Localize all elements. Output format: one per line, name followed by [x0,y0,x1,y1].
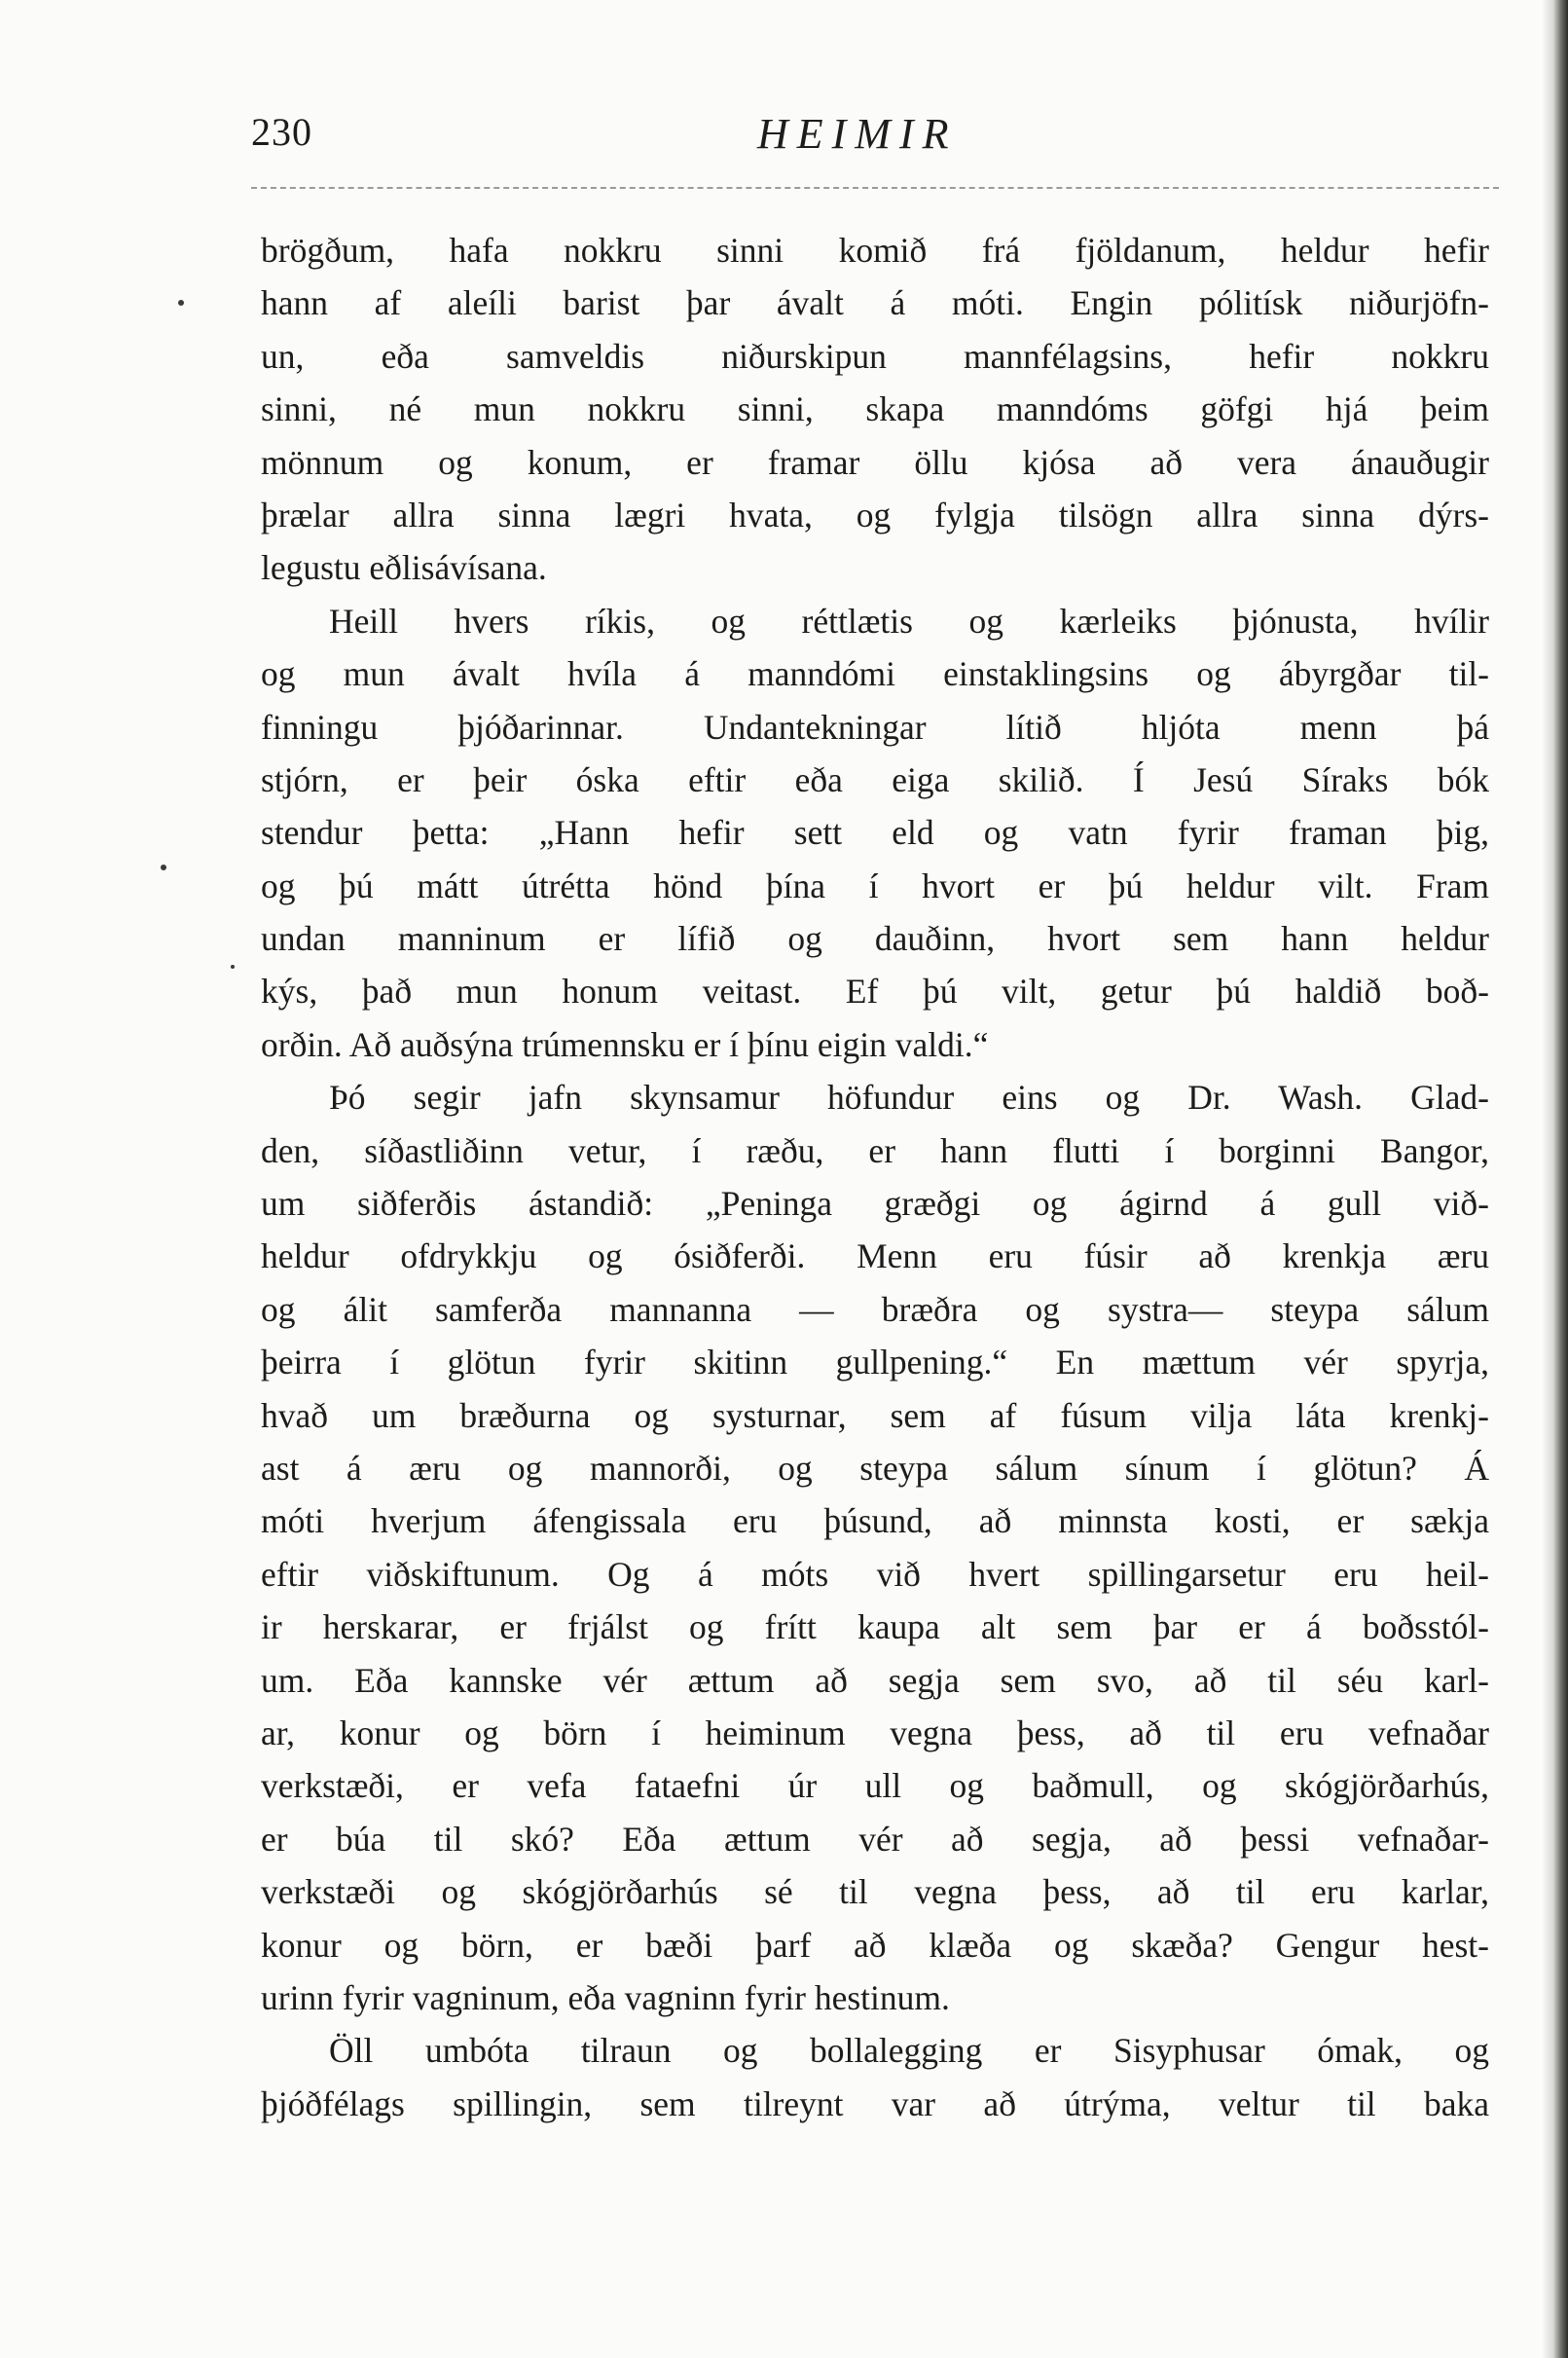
text-line: kýs, það mun honum veitast. Ef þú vilt, getur þú haldið boð- [261,972,1489,1012]
text-line: legustu eðlisávísana. [261,548,547,588]
text-line: þeirra í glötun fyrir skitinn gullpening.“ En mættum vér spyrja, [261,1343,1489,1382]
text-line: brögðum, hafa nokkru sinni komið frá fjöldanum, heldur hefir [261,231,1489,270]
text-line: þjóðfélags spillingin, sem tilreynt var að útrýma, veltur til baka [261,2083,1489,2123]
text-line: ar, konur og börn í heiminum vegna þess, að til eru vefnaðar [261,1713,1489,1752]
text-line: stendur þetta: „Hann hefir sett eld og vatn fyrir framan þig, [261,813,1489,853]
text-line: Þó segir jafn skynsamur höfundur eins og Dr. Wash. Glad- [329,1078,1489,1118]
speck-mark [178,300,184,306]
text-line: un, eða samveldis niðurskipun mannfélagsins, hefir nokkru [261,336,1489,376]
text-line: um siðferðis ástandið: „Peninga græðgi og ágirnd á gull við- [261,1184,1489,1224]
text-line: hann af aleíli barist þar ávalt á móti. Engin pólitísk niðurjöfn- [261,283,1489,323]
text-line: orðin. Að auðsýna trúmennsku er í þínu eigin valdi.“ [261,1024,989,1064]
text-line: og þú mátt útrétta hönd þína í hvort er þú heldur vilt. Fram [261,866,1489,905]
speck-mark [231,965,235,969]
text-line: heldur ofdrykkju og ósiðferði. Menn eru fúsir að krenkja æru [261,1236,1489,1276]
text-line: Öll umbóta tilraun og bollalegging er Sisyphusar ómak, og [329,2031,1489,2071]
page-edge-shadow [1541,0,1568,2358]
page-header [251,109,1499,177]
speck-mark [161,865,166,870]
text-line: þrælar allra sinna lægri hvata, og fylgja tilsögn allra sinna dýrs- [261,495,1489,534]
text-line: móti hverjum áfengissala eru þúsund, að minnsta kosti, er sækja [261,1501,1489,1541]
text-line: hvað um bræðurna og systurnar, sem af fúsum vilja láta krenkj- [261,1395,1489,1435]
header-rule [251,187,1499,189]
text-line: stjórn, er þeir óska eftir eða eiga skilið. Í Jesú Síraks bók [261,759,1489,799]
text-line: og mun ávalt hvíla á manndómi einstaklingsins og ábyrgðar til- [261,654,1489,694]
text-line: mönnum og konum, er framar öllu kjósa að vera ánauðugir [261,442,1489,482]
text-line: verkstæði og skógjörðarhús sé til vegna þess, að til eru karlar, [261,1872,1489,1912]
text-line: er búa til skó? Eða ættum vér að segja, að þessi vefnaðar- [261,1819,1489,1859]
text-line: konur og börn, er bæði þarf að klæða og skæða? Gengur hest- [261,1925,1489,1965]
text-line: um. Eða kannske vér ættum að segja sem svo, að til séu karl- [261,1660,1489,1700]
text-line: finningu þjóðarinnar. Undantekningar lítið hljóta menn þá [261,707,1489,747]
text-line: urinn fyrir vagninum, eða vagninn fyrir hestinum. [261,1977,950,2017]
text-line: eftir viðskiftunum. Og á móts við hvert spillingarsetur eru heil- [261,1554,1489,1594]
text-line: ir herskarar, er frjálst og frítt kaupa alt sem þar er á boðsstól- [261,1607,1489,1647]
text-line: undan manninum er lífið og dauðinn, hvort sem hann heldur [261,919,1489,959]
text-line: sinni, né mun nokkru sinni, skapa manndóms göfgi hjá þeim [261,389,1489,429]
text-line: den, síðastliðinn vetur, í ræðu, er hann flutti í borginni Bangor, [261,1130,1489,1170]
text-line: verkstæði, er vefa fataefni úr ull og baðmull, og skógjörðarhús, [261,1766,1489,1806]
text-line: og álit samferða mannanna — bræðra og systra— steypa sálum [261,1289,1489,1329]
text-line: Heill hvers ríkis, og réttlætis og kærleiks þjónusta, hvílir [329,601,1489,641]
text-line: ast á æru og mannorði, og steypa sálum sínum í glötun? Á [261,1448,1489,1488]
page-number: 230 [251,110,312,154]
body-text [261,224,1489,2130]
running-title: HEIMIR [757,110,958,158]
